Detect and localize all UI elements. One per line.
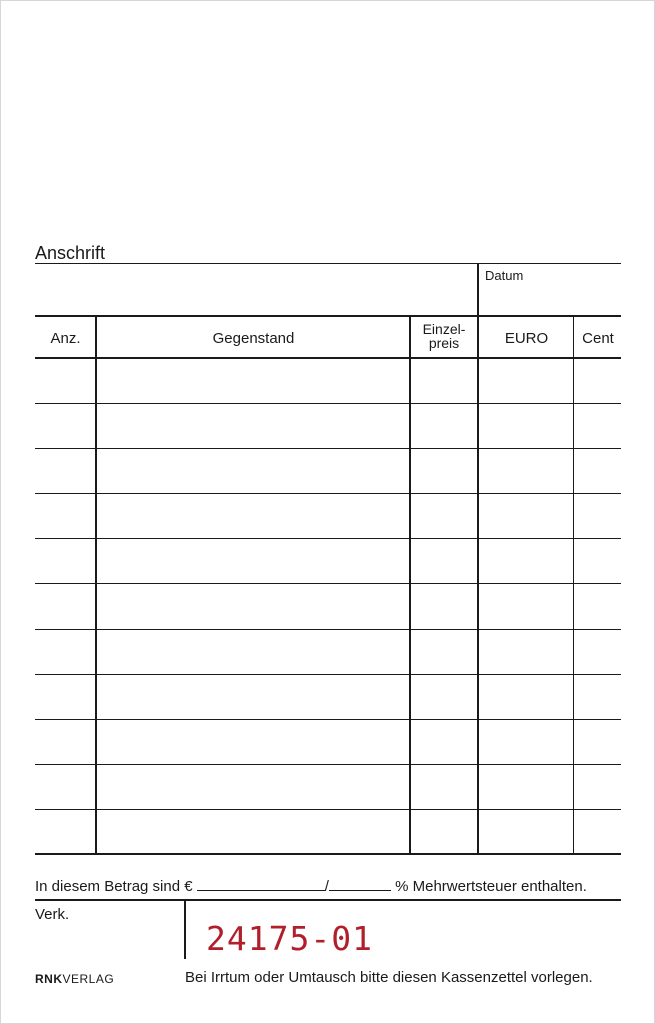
table-top-border <box>35 315 621 317</box>
column-divider-qty <box>95 315 97 855</box>
row-separator <box>35 629 621 630</box>
column-header-cent: Cent <box>582 330 614 347</box>
publisher-bold: RNK <box>35 972 63 986</box>
row-separator <box>35 448 621 449</box>
vat-suffix: % Mehrwertsteuer enthalten. <box>395 878 587 895</box>
column-header-qty: Anz. <box>50 330 81 347</box>
seller-label: Verk. <box>35 906 70 923</box>
footer-note: Bei Irrtum oder Umtausch bitte diesen Kassenzettel vorlegen. <box>185 969 593 986</box>
vat-amount-field[interactable] <box>197 876 325 891</box>
column-divider-price <box>477 315 479 855</box>
row-separator <box>35 764 621 765</box>
column-divider-euro <box>573 315 574 855</box>
publisher-rest: VERLAG <box>62 972 115 986</box>
column-header-unit-price <box>411 322 477 350</box>
date-label: Datum <box>485 268 524 283</box>
row-separator <box>35 403 621 404</box>
column-divider-item <box>409 315 411 855</box>
column-header-item: Gegenstand <box>212 330 295 347</box>
header-bottom-border <box>35 357 621 359</box>
row-separator <box>35 674 621 675</box>
vat-prefix: In diesem Betrag sind € <box>35 878 193 895</box>
serial-number: 24175-01 <box>206 919 373 958</box>
unit-price-line-1: Einzel- <box>422 321 466 337</box>
address-line <box>35 263 621 264</box>
row-separator <box>35 719 621 720</box>
vat-statement <box>35 876 587 895</box>
vat-separator: / <box>324 878 329 895</box>
row-separator <box>35 809 621 810</box>
table-bottom-border <box>35 853 621 855</box>
seller-divider <box>184 899 186 959</box>
column-header-euro: EURO <box>504 330 549 347</box>
row-separator <box>35 493 621 494</box>
publisher-logo <box>35 972 114 986</box>
row-separator <box>35 538 621 539</box>
unit-price-line-2: preis <box>428 335 460 351</box>
date-divider <box>477 263 479 317</box>
row-separator <box>35 583 621 584</box>
vat-rate-field[interactable] <box>329 876 391 891</box>
vat-bottom-border <box>35 899 621 901</box>
address-label: Anschrift <box>35 243 106 263</box>
